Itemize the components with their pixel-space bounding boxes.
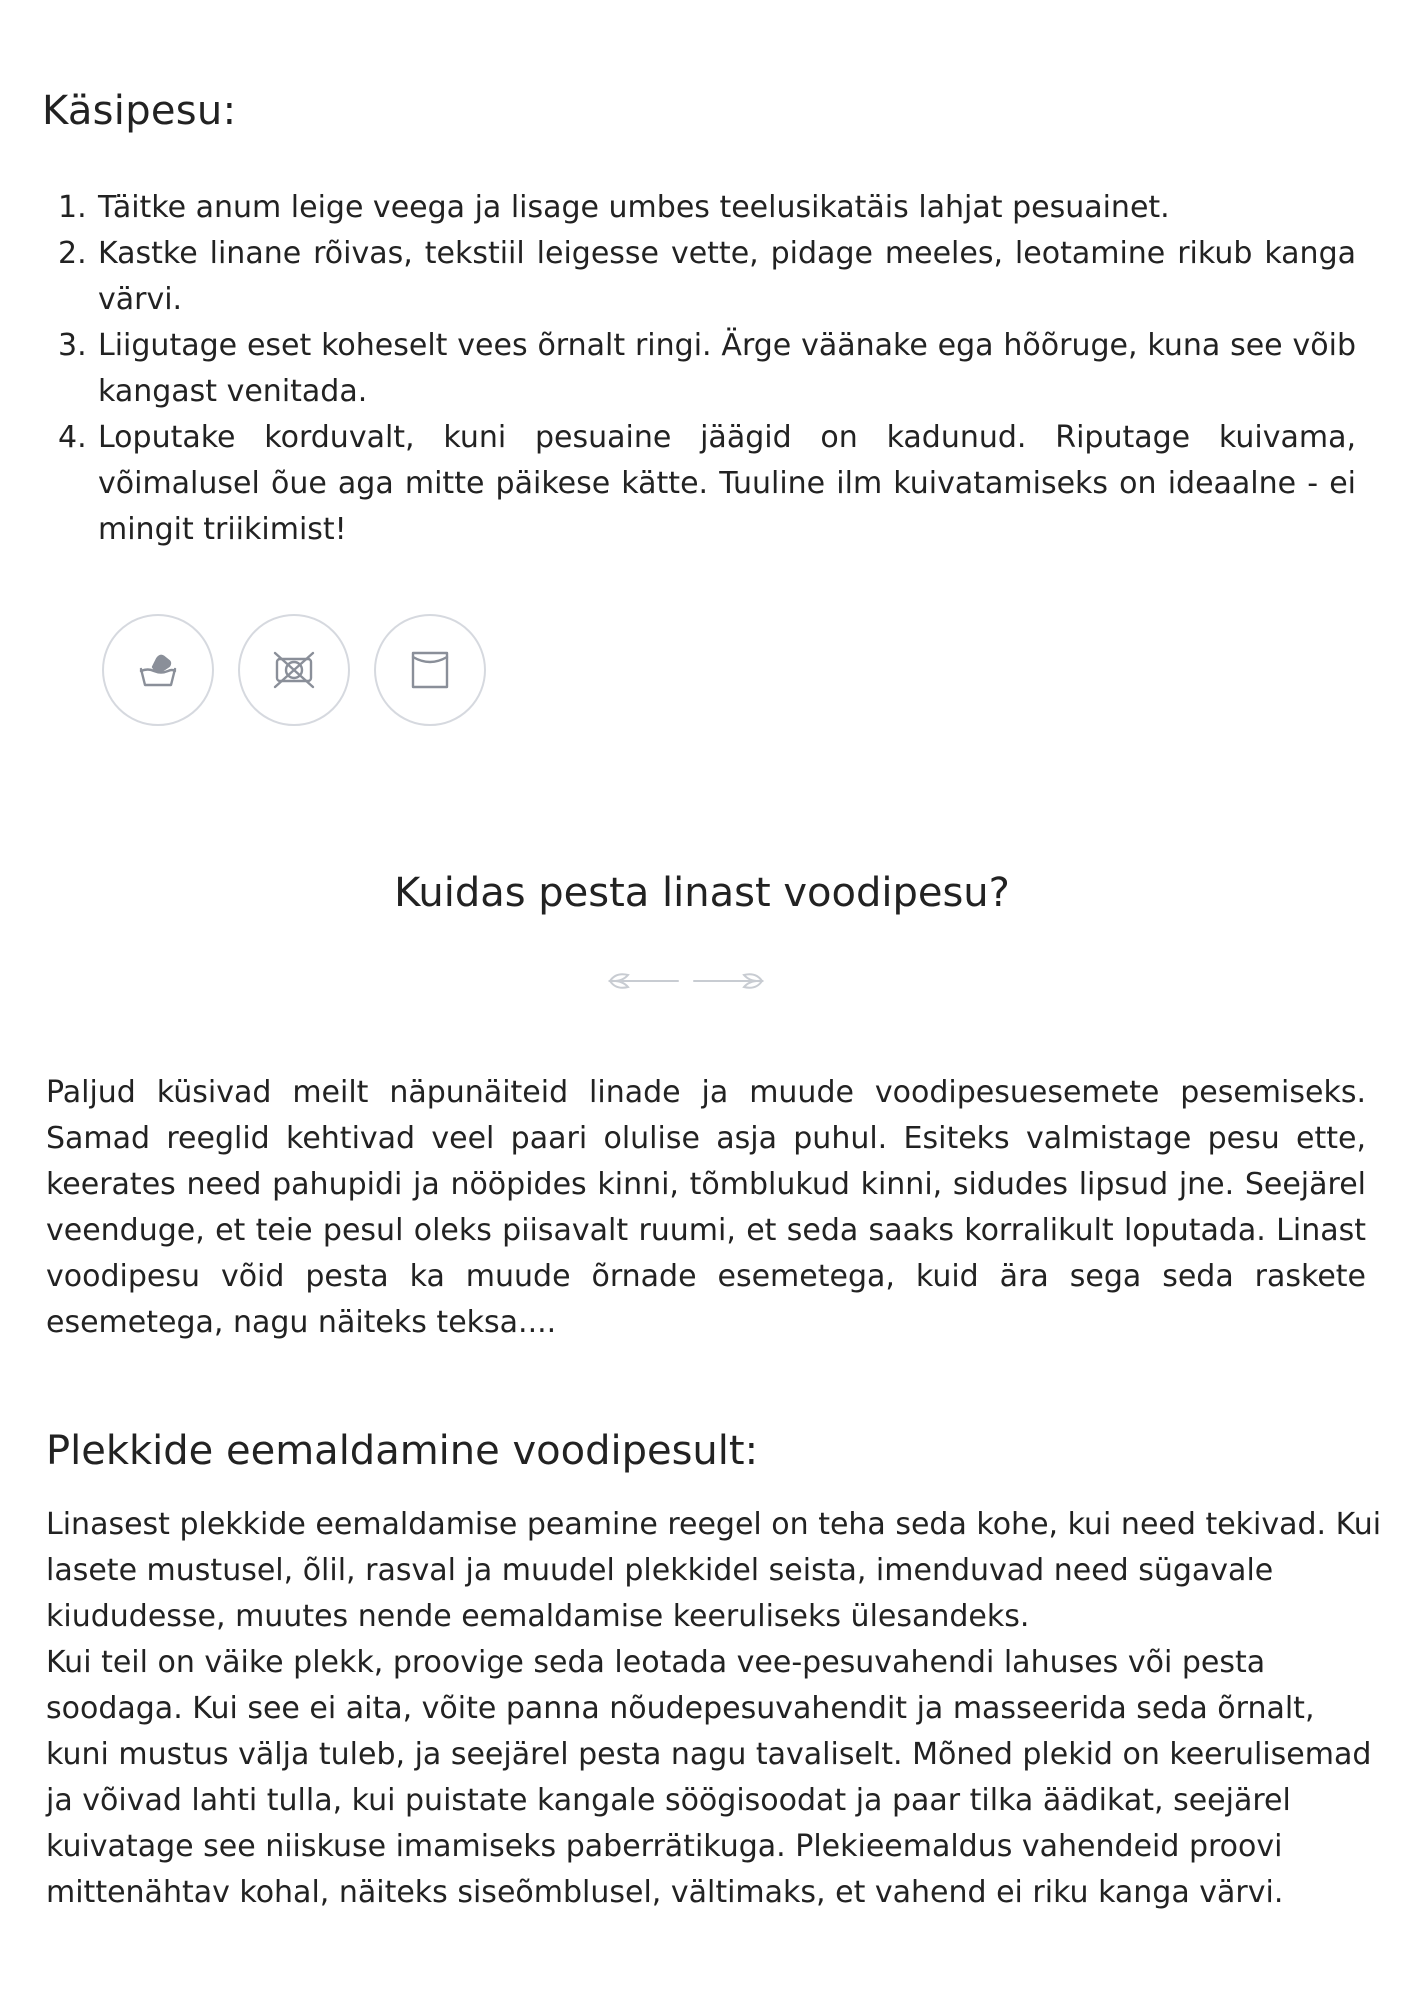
stain-paragraph: Linasest plekkide eemaldamise peamine reegel on teha seda kohe, kui need tekivad. Kui lasete mustusel, õlil, rasval ja muudel plekkidel seista, imenduvad need sügavale kiududesse, muutes nende eemaldamise keeruliseks ülesandeks. bbox=[46, 1507, 1382, 1634]
care-icons bbox=[102, 614, 486, 730]
hand-wash-heading: Käsipesu: bbox=[42, 88, 237, 134]
step-number: 4. bbox=[58, 420, 87, 455]
do-not-tumble-dry-icon bbox=[238, 614, 350, 726]
step-number: 3. bbox=[58, 328, 87, 363]
step-text: Loputake korduvalt, kuni pesuaine jäägid on kadunud. Riputage kuivama, võimalusel õue aga mitte päikese kätte. Tuuline ilm kuivatamiseks on ideaalne - ei mingit triikimist! bbox=[98, 420, 1356, 547]
step-item bbox=[58, 415, 1356, 553]
stain-removal-heading: Plekkide eemaldamine voodipesult: bbox=[46, 1428, 759, 1474]
hand-wash-steps bbox=[58, 185, 1356, 553]
step-item bbox=[58, 231, 1356, 323]
step-text: Täitke anum leige veega ja lisage umbes teelusikatäis lahjat pesuainet. bbox=[98, 190, 1170, 225]
step-number: 2. bbox=[58, 236, 87, 271]
step-text: Kastke linane rõivas, tekstiil leigesse vette, pidage meeles, leotamine rikub kanga värvi. bbox=[98, 236, 1356, 317]
leaf-divider-icon bbox=[600, 966, 772, 996]
line-dry-icon bbox=[374, 614, 486, 726]
step-text: Liigutage eset koheselt vees õrnalt ringi. Ärge väänake ega hõõruge, kuna see võib kangast venitada. bbox=[98, 328, 1356, 409]
step-item bbox=[58, 323, 1356, 415]
stain-removal-text bbox=[46, 1502, 1386, 1916]
hand-wash-icon bbox=[102, 614, 214, 726]
step-item bbox=[58, 185, 1356, 231]
bedding-intro-paragraph: Paljud küsivad meilt näpunäiteid linade ja muude voodipesuesemete pesemiseks. Samad reeglid kehtivad veel paari olulise asja puhul. Esiteks valmistage pesu ette, keerates need pahupidi ja nööpides kinni, tõmblukud kinni, sidudes lipsud jne. Seejärel veenduge, et teie pesul oleks piisavalt ruumi, et seda saaks korralikult loputada. Linast voodipesu võid pesta ka muude õrnade esemetega, kuid ära sega seda raskete esemetega, nagu näiteks teksa.... bbox=[46, 1075, 1366, 1340]
stain-paragraph: Kui teil on väike plekk, proovige seda leotada vee-pesuvahendi lahuses või pesta soodaga. Kui see ei aita, võite panna nõudepesuvahendit ja masseerida seda õrnalt, kuni mustus välja tuleb, ja seejärel pesta nagu tavaliselt. Mõned plekid on keerulisemad ja võivad lahti tulla, kui puistate kangale söögisoodat ja paar tilka äädikat, seejärel kuivatage see niiskuse imamiseks paberrätikuga. Plekieemaldus vahendeid proovi mittenähtav kohal, näiteks siseõmblusel, vältimaks, et vahend ei riku kanga värvi. bbox=[46, 1645, 1372, 1910]
step-number: 1. bbox=[58, 190, 87, 225]
bedding-heading: Kuidas pesta linast voodipesu? bbox=[394, 870, 1010, 916]
